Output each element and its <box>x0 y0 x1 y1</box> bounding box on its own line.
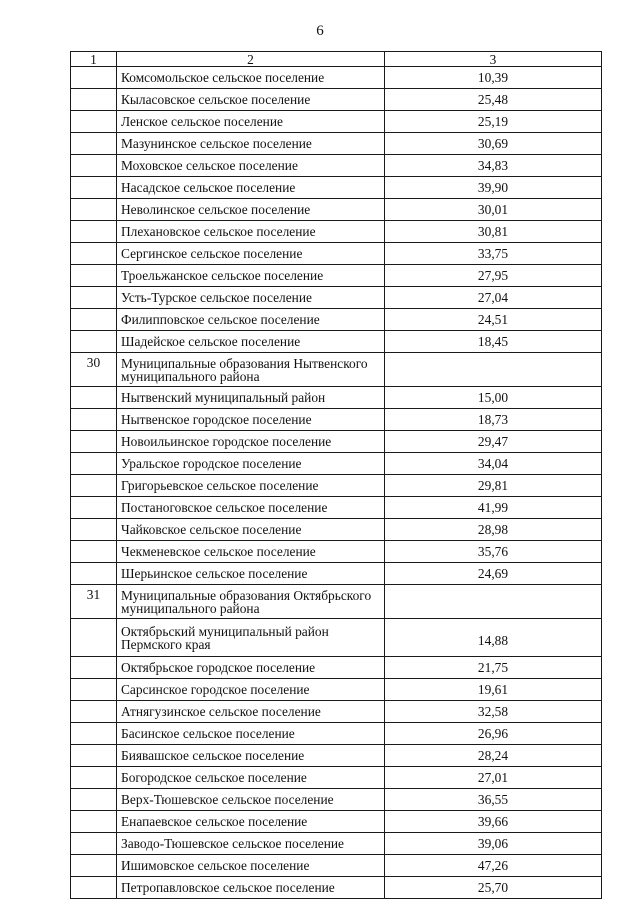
table-row <box>71 679 602 701</box>
row-number-cell <box>71 331 117 353</box>
value-cell: 10,39 <box>385 67 602 89</box>
value-cell: 24,51 <box>385 309 602 331</box>
municipality-name-cell: Октябрьский муниципальный район Пермского края <box>117 619 385 657</box>
row-number-cell <box>71 199 117 221</box>
value-cell: 15,00 <box>385 387 602 409</box>
table-row <box>71 199 602 221</box>
row-number-cell <box>71 563 117 585</box>
value-cell: 34,04 <box>385 453 602 475</box>
table-row <box>71 221 602 243</box>
municipality-name-cell: Басинское сельское поселение <box>117 723 385 745</box>
row-number-cell <box>71 133 117 155</box>
value-cell: 30,81 <box>385 221 602 243</box>
municipality-name-cell: Нытвенское городское поселение <box>117 409 385 431</box>
municipality-name-cell: Сарсинское городское поселение <box>117 679 385 701</box>
data-table <box>70 51 602 899</box>
municipality-name-cell: Петропавловское сельское поселение <box>117 877 385 899</box>
row-number-cell <box>71 541 117 563</box>
row-number-cell <box>71 177 117 199</box>
page-number: 6 <box>316 23 324 39</box>
row-number-cell <box>71 89 117 111</box>
row-number-cell <box>71 497 117 519</box>
row-number-cell <box>71 431 117 453</box>
table-row <box>71 409 602 431</box>
row-number-cell <box>71 519 117 541</box>
column-header-3: 3 <box>385 52 602 67</box>
table-row <box>71 331 602 353</box>
municipality-name-cell: Заводо-Тюшевское сельское поселение <box>117 833 385 855</box>
value-cell: 25,70 <box>385 877 602 899</box>
table-row <box>71 287 602 309</box>
row-number-cell <box>71 453 117 475</box>
municipality-name-cell: Шадейское сельское поселение <box>117 331 385 353</box>
value-cell: 39,66 <box>385 811 602 833</box>
municipality-name-cell: Григорьевское сельское поселение <box>117 475 385 497</box>
table-body <box>71 52 602 899</box>
row-number-cell <box>71 619 117 657</box>
table-row <box>71 855 602 877</box>
table-row <box>71 387 602 409</box>
table-row <box>71 519 602 541</box>
municipality-name-cell: Сергинское сельское поселение <box>117 243 385 265</box>
row-number-cell <box>71 409 117 431</box>
row-number-cell: 31 <box>71 585 117 619</box>
municipality-name-cell: Атнягузинское сельское поселение <box>117 701 385 723</box>
table-header-row <box>71 52 602 67</box>
value-cell: 18,73 <box>385 409 602 431</box>
municipality-name-cell: Кыласовское сельское поселение <box>117 89 385 111</box>
value-cell: 41,99 <box>385 497 602 519</box>
row-number-cell <box>71 475 117 497</box>
municipality-name-cell: Шерьинское сельское поселение <box>117 563 385 585</box>
value-cell: 36,55 <box>385 789 602 811</box>
table-row <box>71 243 602 265</box>
row-number-cell <box>71 387 117 409</box>
row-number-cell <box>71 287 117 309</box>
municipality-name-cell: Ишимовское сельское поселение <box>117 855 385 877</box>
row-number-cell <box>71 877 117 899</box>
table-row <box>71 265 602 287</box>
table-row <box>71 563 602 585</box>
municipality-name-cell: Муниципальные образования Нытвенского муниципального района <box>117 353 385 387</box>
row-number-cell <box>71 111 117 133</box>
value-cell: 18,45 <box>385 331 602 353</box>
municipality-name-cell: Уральское городское поселение <box>117 453 385 475</box>
municipality-name-cell: Постаноговское сельское поселение <box>117 497 385 519</box>
municipality-name-cell: Насадское сельское поселение <box>117 177 385 199</box>
row-number-cell <box>71 265 117 287</box>
column-header-2: 2 <box>117 52 385 67</box>
table-row <box>71 619 602 657</box>
table-row <box>71 767 602 789</box>
value-cell: 25,48 <box>385 89 602 111</box>
municipality-name-cell: Комсомольское сельское поселение <box>117 67 385 89</box>
value-cell: 25,19 <box>385 111 602 133</box>
row-number-cell <box>71 657 117 679</box>
table-row <box>71 309 602 331</box>
row-number-cell: 30 <box>71 353 117 387</box>
row-number-cell <box>71 767 117 789</box>
table-row <box>71 657 602 679</box>
table-row <box>71 497 602 519</box>
table-group-row <box>71 353 602 387</box>
municipality-name-cell: Верх-Тюшевское сельское поселение <box>117 789 385 811</box>
row-number-cell <box>71 811 117 833</box>
value-cell: 35,76 <box>385 541 602 563</box>
value-cell: 30,01 <box>385 199 602 221</box>
value-cell <box>385 353 602 387</box>
table-group-row <box>71 585 602 619</box>
row-number-cell <box>71 155 117 177</box>
row-number-cell <box>71 221 117 243</box>
municipality-name-cell: Неволинское сельское поселение <box>117 199 385 221</box>
value-cell: 39,90 <box>385 177 602 199</box>
table-row <box>71 453 602 475</box>
municipality-name-cell: Троельжанское сельское поселение <box>117 265 385 287</box>
municipality-name-cell: Чекменевское сельское поселение <box>117 541 385 563</box>
table-row <box>71 89 602 111</box>
table-row <box>71 111 602 133</box>
municipality-name-cell: Богородское сельское поселение <box>117 767 385 789</box>
municipality-name-cell: Моховское сельское поселение <box>117 155 385 177</box>
value-cell: 26,96 <box>385 723 602 745</box>
column-header-1: 1 <box>71 52 117 67</box>
value-cell: 34,83 <box>385 155 602 177</box>
municipality-name-cell: Муниципальные образования Октябрьского муниципального района <box>117 585 385 619</box>
municipality-name-cell: Мазунинское сельское поселение <box>117 133 385 155</box>
municipality-name-cell: Нытвенский муниципальный район <box>117 387 385 409</box>
municipality-name-cell: Новоильинское городское поселение <box>117 431 385 453</box>
municipality-name-cell: Плехановское сельское поселение <box>117 221 385 243</box>
value-cell: 33,75 <box>385 243 602 265</box>
value-cell <box>385 585 602 619</box>
table-row <box>71 67 602 89</box>
row-number-cell <box>71 745 117 767</box>
table-row <box>71 877 602 899</box>
table-row <box>71 811 602 833</box>
municipality-name-cell: Биявашское сельское поселение <box>117 745 385 767</box>
value-cell: 32,58 <box>385 701 602 723</box>
table-row <box>71 177 602 199</box>
value-cell: 27,04 <box>385 287 602 309</box>
table-row <box>71 475 602 497</box>
municipality-name-cell: Чайковское сельское поселение <box>117 519 385 541</box>
value-cell: 28,98 <box>385 519 602 541</box>
row-number-cell <box>71 67 117 89</box>
value-cell: 29,81 <box>385 475 602 497</box>
value-cell: 47,26 <box>385 855 602 877</box>
table-row <box>71 155 602 177</box>
table-row <box>71 789 602 811</box>
value-cell: 27,95 <box>385 265 602 287</box>
table-row <box>71 833 602 855</box>
value-cell: 14,88 <box>385 619 602 657</box>
value-cell: 27,01 <box>385 767 602 789</box>
value-cell: 24,69 <box>385 563 602 585</box>
value-cell: 30,69 <box>385 133 602 155</box>
municipality-name-cell: Ленское сельское поселение <box>117 111 385 133</box>
row-number-cell <box>71 243 117 265</box>
table-row <box>71 745 602 767</box>
row-number-cell <box>71 701 117 723</box>
table-row <box>71 541 602 563</box>
municipality-name-cell: Усть-Турское сельское поселение <box>117 287 385 309</box>
value-cell: 19,61 <box>385 679 602 701</box>
municipality-name-cell: Енапаевское сельское поселение <box>117 811 385 833</box>
municipality-name-cell: Октябрьское городское поселение <box>117 657 385 679</box>
row-number-cell <box>71 309 117 331</box>
row-number-cell <box>71 789 117 811</box>
municipality-name-cell: Филипповское сельское поселение <box>117 309 385 331</box>
value-cell: 29,47 <box>385 431 602 453</box>
value-cell: 39,06 <box>385 833 602 855</box>
row-number-cell <box>71 679 117 701</box>
row-number-cell <box>71 855 117 877</box>
value-cell: 21,75 <box>385 657 602 679</box>
row-number-cell <box>71 723 117 745</box>
value-cell: 28,24 <box>385 745 602 767</box>
table-row <box>71 431 602 453</box>
table-row <box>71 701 602 723</box>
row-number-cell <box>71 833 117 855</box>
table-row <box>71 133 602 155</box>
table-row <box>71 723 602 745</box>
